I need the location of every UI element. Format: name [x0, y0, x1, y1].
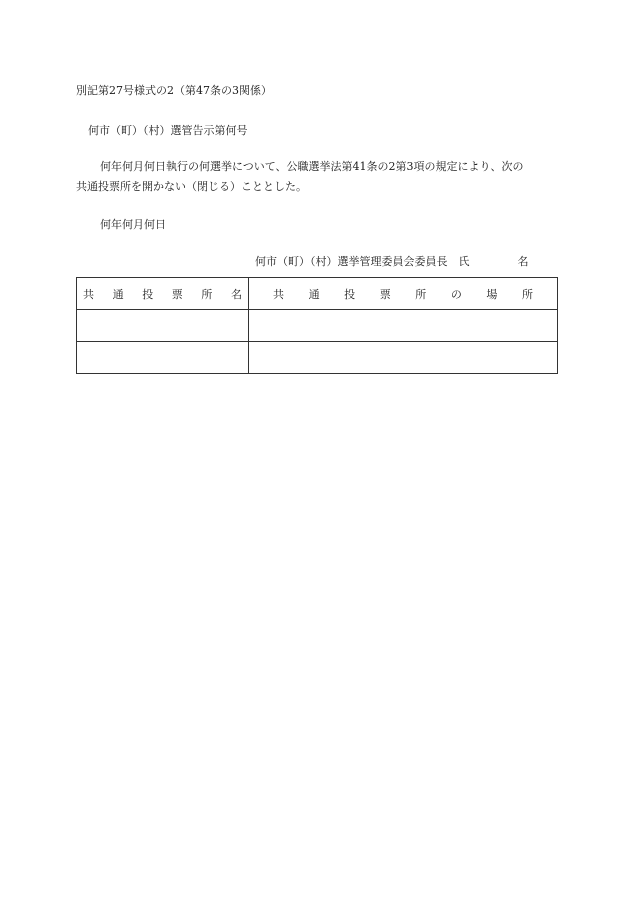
cell-polling-place-name: [77, 310, 249, 342]
table-header-row: [77, 278, 558, 310]
header-location-char: 場: [486, 287, 498, 301]
polling-place-table: [76, 277, 558, 374]
header-polling-place-location: [249, 278, 558, 310]
header-polling-place-name: [77, 278, 249, 310]
header-location-char: 共: [273, 287, 284, 301]
table-row: [77, 310, 558, 342]
table-row: [77, 342, 558, 374]
header-name-char: 投: [142, 287, 154, 301]
cell-polling-place-location: [249, 342, 558, 374]
body-text-line-1: 何年何月何日執行の何選挙について、公職選挙法第41条の2第3項の規定により、次の: [100, 160, 524, 173]
header-name-char: 名: [230, 287, 242, 301]
header-name-char: 通: [112, 287, 124, 301]
header-polling-place-location-text: [249, 286, 557, 302]
header-name-char: 票: [171, 287, 183, 301]
signer-name-label: 名: [517, 255, 529, 268]
header-name-char: 所: [201, 287, 213, 301]
signer-line: [255, 255, 529, 269]
header-location-char: 所: [415, 287, 427, 301]
notice-date: 何年何月何日: [100, 218, 166, 231]
body-text-line-2: 共通投票所を開かない（閉じる）こととした。: [76, 180, 307, 193]
header-location-char: の: [450, 287, 462, 301]
cell-polling-place-name: [77, 342, 249, 374]
notice-number: 何市（町）（村）選管告示第何号: [88, 124, 248, 137]
header-location-char: 投: [344, 287, 356, 301]
form-reference: 別記第27号様式の2（第47条の3関係）: [76, 84, 272, 97]
header-location-char: 所: [521, 287, 533, 301]
cell-polling-place-location: [249, 310, 558, 342]
header-polling-place-name-text: [77, 286, 248, 302]
signer-title: 何市（町）（村）選挙管理委員会委員長 氏: [255, 255, 470, 268]
header-location-char: 票: [379, 287, 391, 301]
header-name-char: 共: [83, 287, 94, 301]
header-location-char: 通: [308, 287, 320, 301]
